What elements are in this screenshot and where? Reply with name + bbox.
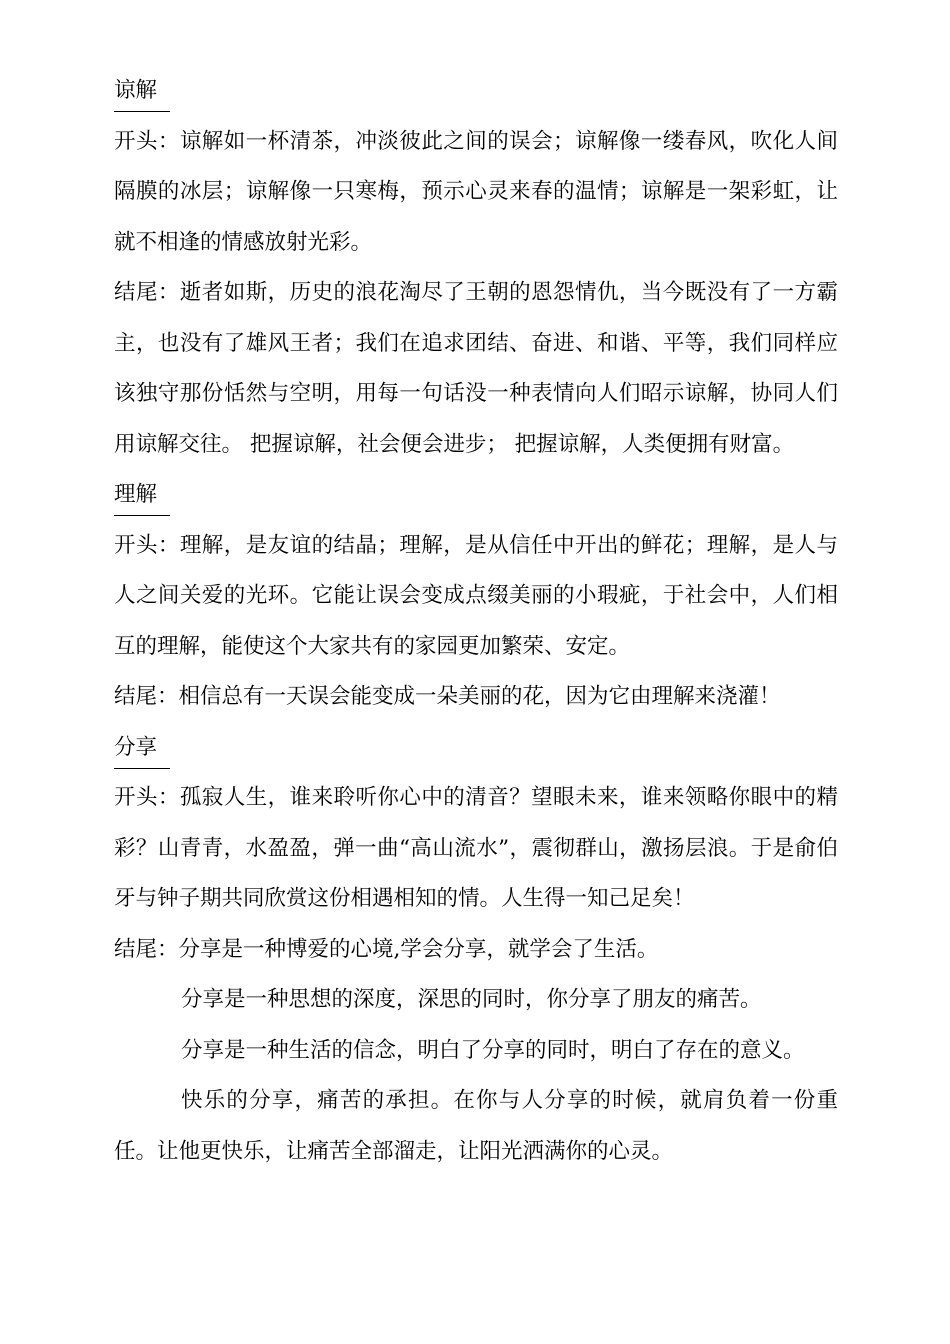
ending-paragraph: 结尾：相信总有一天误会能变成一朵美丽的花，因为它由理解来浇灌！ [114, 684, 781, 709]
section-heading: 分享 [114, 728, 170, 769]
opening-paragraph: 开头：谅解如一杯清茶，冲淡彼此之间的误会；谅解像一缕春风，吹化人间隔膜的冰层；谅解像一只寒梅，预示心灵来春的温情；谅解是一架彩虹，让就不相逢的情感放射光彩。 [114, 128, 838, 255]
section-lijie [114, 470, 838, 723]
opening-paragraph: 开头：孤寂人生，谁来聆听你心中的清音？望眼未来，谁来领略你眼中的精彩？山青青，水盈盈，弹一曲“高山流水”，震彻群山，激扬层浪。于是俞伯牙与钟子期共同欣赏这份相遇相知的情。人生得一知己足矣！ [114, 785, 838, 911]
section-liangjie [114, 66, 838, 470]
opening-paragraph: 开头：理解，是友谊的结晶；理解，是从信任中开出的鲜花；理解，是人与人之间关爱的光环。它能让误会变成点缀美丽的小瑕疵，于社会中，人们相互的理解，能使这个大家共有的家园更加繁荣、安定。 [114, 532, 838, 659]
extra-paragraph: 分享是一种思想的深度，深思的同时，你分享了朋友的痛苦。 [181, 987, 762, 1012]
section-heading: 理解 [114, 475, 170, 516]
extra-paragraph: 快乐的分享，痛苦的承担。在你与人分享的时候，就肩负着一份重任。让他更快乐，让痛苦全部溜走，让阳光洒满你的心灵。 [114, 1088, 838, 1164]
document-page [114, 66, 838, 1177]
section-heading: 谅解 [114, 71, 170, 112]
section-fenxiang [114, 723, 838, 1178]
ending-paragraph: 结尾：逝者如斯，历史的浪花淘尽了王朝的恩怨情仇，当今既没有了一方霸主，也没有了雄风王者；我们在追求团结、奋进、和谐、平等，我们同样应该独守那份恬然与空明，用每一句话没一种表情向人们昭示谅解，协同人们用谅解交往。 把握谅解，社会便会进步； 把握谅解，人类便拥有财富。 [114, 280, 838, 457]
extra-paragraph: 分享是一种生活的信念，明白了分享的同时，明白了存在的意义。 [181, 1037, 805, 1063]
ending-paragraph: 结尾：分享是一种博爱的心境,学会分享，就学会了生活。 [114, 936, 659, 962]
